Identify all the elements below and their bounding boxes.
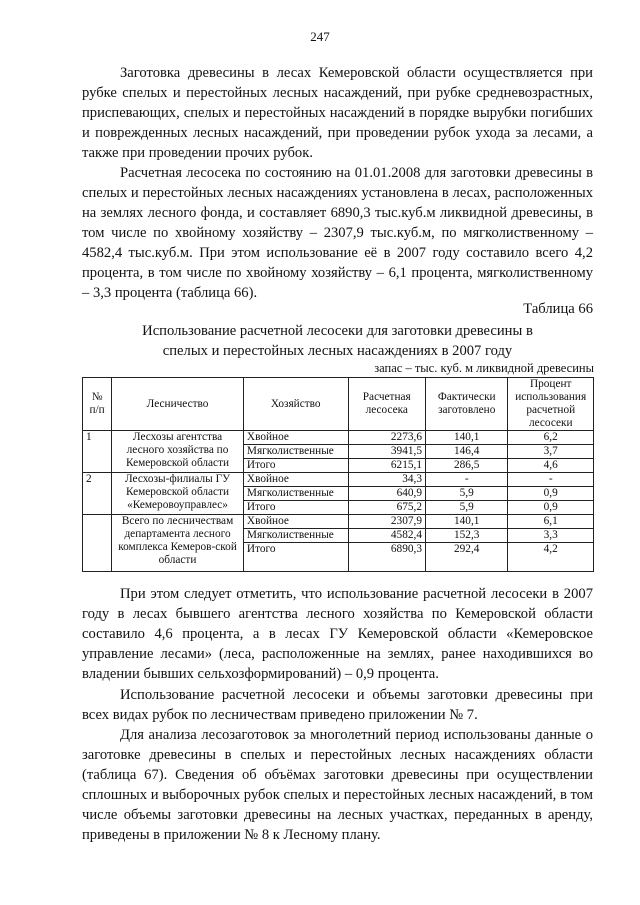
cutting-area-usage-table: [82, 377, 594, 572]
row-economy: Хвойное: [243, 431, 348, 445]
row-percent: 6,1: [508, 515, 594, 529]
row-calculated: 6890,3: [348, 543, 425, 572]
row-economy: Мягколиственные: [243, 487, 348, 501]
row-economy: Хвойное: [243, 473, 348, 487]
row-calculated: 640,9: [348, 487, 425, 501]
group-num: 2: [83, 473, 112, 515]
row-actual: 286,5: [425, 459, 507, 473]
row-percent: 4,2: [508, 543, 594, 572]
row-calculated: 3941,5: [348, 445, 425, 459]
row-actual: 146,4: [425, 445, 507, 459]
header-actual: Фактически заготовлено: [425, 378, 507, 431]
table-title: [82, 321, 593, 361]
row-actual: 5,9: [425, 487, 507, 501]
row-calculated: 2273,6: [348, 431, 425, 445]
paragraph-appendix-7-reference: Использование расчетной лесосеки и объемы заготовки древесины при всех видах рубок по лесничествам приведено приложении № 7.: [82, 687, 593, 723]
table-row: [83, 515, 594, 529]
row-percent: 6,2: [508, 431, 594, 445]
row-actual: 140,1: [425, 515, 507, 529]
row-actual: 5,9: [425, 501, 507, 515]
page-number: 247: [310, 29, 330, 44]
group-num: [83, 515, 112, 572]
table-label: Таблица 66: [523, 301, 593, 317]
row-calculated: 675,2: [348, 501, 425, 515]
row-actual: -: [425, 473, 507, 487]
paragraph-calculated-cutting-area: Расчетная лесосека по состоянию на 01.01.2008 для заготовки древесины в спелых и перестойных лесных насаждениях установлена в лесах, расположенных на землях лесного фонда, и составляет 6890,3 тыс.куб.м ликвидной древесины, в том числе по хвойному хозяйству – 2307,9 тыс.куб.м, по мягколиственному – 4582,4 тыс.куб.м. При этом использование её в 2007 году составило всего 4,2 процента, в том числе по хвойному хозяйству – 6,1 процента, мягколиственному – 3,3 процента (таблица 66).: [82, 165, 593, 301]
row-calculated: 4582,4: [348, 529, 425, 543]
paragraph-multiyear-analysis: Для анализа лесозаготовок за многолетний период использованы данные о заготовке древесины в спелых и перестойных лесных насаждениях области (таблица 67). Сведения об объёмах заготовки древесины при осуществлении сплошных и выборочных рубок спелых и перестойных лесных насаждений, в том числе объемы заготовки древесины на лесных участках, переданных в аренду, приведены в приложении № 8 к Лесному плану.: [82, 727, 593, 843]
row-economy: Итого: [243, 501, 348, 515]
row-economy: Итого: [243, 543, 348, 572]
row-actual: 292,4: [425, 543, 507, 572]
header-num: № п/п: [83, 378, 112, 431]
row-actual: 140,1: [425, 431, 507, 445]
table-row: [83, 473, 594, 487]
table-header-row: [83, 378, 594, 431]
group-forestry-name: Всего по лесничествам департамента лесного комплекса Кемеров-ской области: [112, 515, 244, 572]
row-calculated: 6215,1: [348, 459, 425, 473]
header-percent: Процент использования расчетной лесосеки: [508, 378, 594, 431]
row-economy: Мягколиственные: [243, 445, 348, 459]
group-forestry-name: Лесхозы агентства лесного хозяйства по Кемеровской области: [112, 431, 244, 473]
table-units-note: запас – тыс. куб. м ликвидной древесины: [374, 361, 594, 375]
header-forestry: Лесничество: [112, 378, 244, 431]
row-percent: 4,6: [508, 459, 594, 473]
group-num: 1: [83, 431, 112, 473]
row-economy: Хвойное: [243, 515, 348, 529]
paragraph-harvesting-overview: Заготовка древесины в лесах Кемеровской области осуществляется при рубке спелых и перестойных лесных насаждений, при рубке средневозрастных, приспевающих, спелых и перестойных насаждений в порядке вырубки погибших и поврежденных лесных насаждений, при проведении рубок ухода за лесами, а также при проведении прочих рубок.: [82, 65, 593, 161]
row-percent: 3,3: [508, 529, 594, 543]
paragraph-usage-by-agency: При этом следует отметить, что использование расчетной лесосеки в 2007 году в лесах бывшего агентства лесного хозяйства по Кемеровской области составило 4,6 процента, а в лесах ГУ Кемеровской области «Кемеровское управление лесами» (леса, расположенные на землях, ранее находившихся во владении бывших сельхозформирований) – 0,9 процента.: [82, 586, 593, 682]
table-title-line2: спелых и перестойных лесных насаждениях в 2007 году: [162, 343, 513, 359]
row-economy: Итого: [243, 459, 348, 473]
row-percent: -: [508, 473, 594, 487]
row-economy: Мягколиственные: [243, 529, 348, 543]
row-percent: 0,9: [508, 487, 594, 501]
row-actual: 152,3: [425, 529, 507, 543]
row-percent: 0,9: [508, 501, 594, 515]
row-calculated: 34,3: [348, 473, 425, 487]
row-percent: 3,7: [508, 445, 594, 459]
row-calculated: 2307,9: [348, 515, 425, 529]
group-forestry-name: Лесхозы-филиалы ГУ Кемеровской области «Кемеровоуправлес»: [112, 473, 244, 515]
header-calculated: Расчетная лесосека: [348, 378, 425, 431]
table-title-line1: Использование расчетной лесосеки для заготовки древесины в: [142, 323, 533, 339]
header-economy: Хозяйство: [243, 378, 348, 431]
table-row: [83, 431, 594, 445]
